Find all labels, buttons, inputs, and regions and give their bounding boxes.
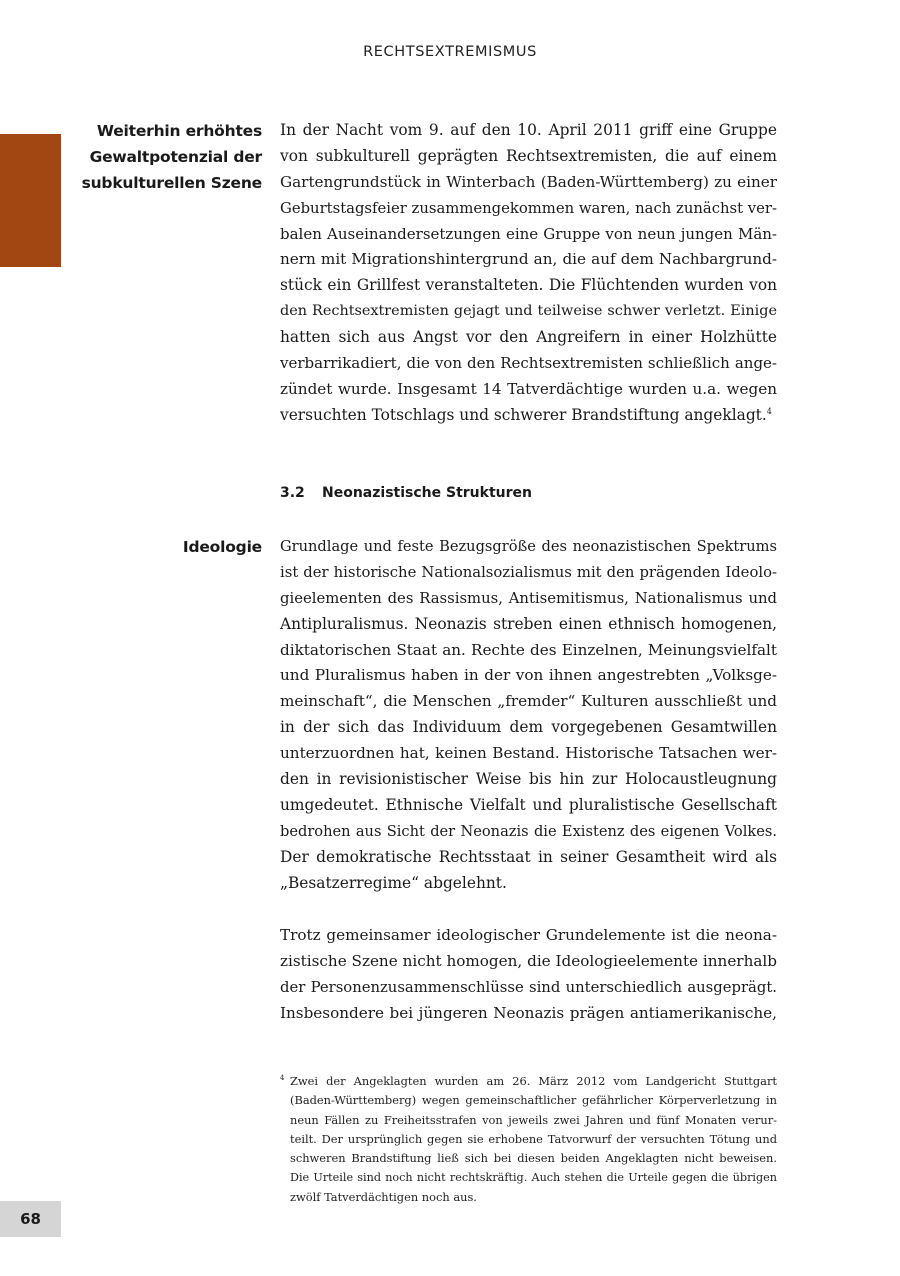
text-line: Trotz gemeinsamer ideologischer Grundelemente ist die neona- (280, 926, 777, 944)
text-line: und Pluralismus haben in der von ihnen angestrebten „Volksge- (280, 666, 777, 685)
text-line: gieelementen des Rassismus, Antisemitismus, Nationalismus und (280, 589, 777, 607)
footnote-mark: 4 (280, 1074, 285, 1082)
text-line: verbarrikadiert, die von den Rechtsextremisten schließlich ange- (280, 354, 777, 373)
text-line: von subkulturell geprägten Rechtsextremisten, die auf einem (280, 146, 777, 165)
marginal-heading-line: Ideologie (182, 538, 262, 556)
text-line (280, 403, 777, 429)
footnote-line: Zwei der Angeklagten wurden am 26. März 2012 vom Landgericht Stuttgart (290, 1074, 777, 1088)
footnote-line: schweren Brandstiftung ließ sich bei diesen beiden Angeklagten nicht beweisen. (290, 1151, 777, 1166)
page-number: 68 (20, 1210, 41, 1228)
text-line: Grundlage und feste Bezugsgröße des neonazistischen Spektrums (280, 538, 777, 555)
text-line: bedrohen aus Sicht der Neonazis die Existenz des eigenen Volkes. (280, 822, 777, 840)
text-line: balen Auseinandersetzungen eine Gruppe von neun jungen Män- (280, 224, 777, 243)
text-line: Insbesondere bei jüngeren Neonazis prägen antiamerikanische, (280, 1003, 777, 1022)
marginal-heading-line: subkulturellen Szene (81, 174, 262, 192)
text-line: den Rechtsextremisten gejagt und teilweise schwer verletzt. Einige (280, 303, 777, 320)
text-line-content: versuchten Totschlags und schwerer Brandstiftung angeklagt. (280, 405, 767, 424)
text-line: Antipluralismus. Neonazis streben einen ethnisch homogenen, (280, 614, 777, 633)
footnote-line: (Baden-Württemberg) wegen gemeinschaftlicher gefährlicher Körperverletzung in (290, 1093, 777, 1108)
marginal-heading-line: Gewaltpotenzial der (89, 148, 262, 166)
footnote-body (290, 1072, 777, 1207)
paragraph-winterbach (280, 118, 777, 429)
text-line: unterzuordnen hat, keinen Bestand. Historische Tatsachen wer- (280, 744, 777, 763)
footnote-line: neun Fällen zu Freiheitsstrafen von jeweils zwei Jahren und fünf Monaten verur- (290, 1112, 777, 1127)
text-line: der Personenzusammenschlüsse sind unterschiedlich ausgeprägt. (280, 978, 777, 996)
text-line: zündet wurde. Insgesamt 14 Tatverdächtige wurden u.a. wegen (280, 379, 777, 398)
text-line: ist der historische Nationalsozialismus mit den prägenden Ideolo- (280, 563, 777, 581)
text-line: den in revisionistischer Weise bis hin zur Holocaustleugnung (280, 770, 777, 789)
chapter-color-tab (0, 134, 61, 267)
running-head: RECHTSEXTREMISMUS (363, 44, 537, 60)
footnote-line: zwölf Tatverdächtigen noch aus. (290, 1189, 477, 1204)
text-line: in der sich das Individuum dem vorgegebenen Gesamtwillen (280, 718, 777, 737)
paragraph-ideology (280, 534, 777, 896)
page-number-box (0, 1201, 61, 1237)
text-line: Gartengrundstück in Winterbach (Baden-Württemberg) zu einer (280, 172, 777, 191)
marginal-heading-line: Weiterhin erhöhtes (96, 122, 262, 140)
footnote-line: Die Urteile sind noch nicht rechtskräftig. Auch stehen die Urteile gegen die übrigen (290, 1171, 777, 1185)
text-line: In der Nacht vom 9. auf den 10. April 2011 griff eine Gruppe (280, 121, 777, 139)
section-number: 3.2 (280, 485, 305, 501)
text-line: meinschaft“, die Menschen „fremder“ Kulturen ausschließt und (280, 692, 777, 711)
footnote-line: teilt. Der ursprünglich gegen sie erhobene Tatvorwurf der versuchten Tötung und (290, 1131, 777, 1146)
paragraph-heterogeneity (280, 923, 777, 1027)
text-line: stück ein Grillfest veranstalteten. Die Flüchtenden wurden von (280, 276, 777, 295)
section-title: Neonazistische Strukturen (322, 485, 532, 501)
section-heading (280, 485, 532, 501)
text-line: diktatorischen Staat an. Rechte des Einzelnen, Meinungsvielfalt (280, 640, 777, 659)
marginal-heading-violence (60, 118, 262, 196)
text-line: umgedeutet. Ethnische Vielfalt und pluralistische Gesellschaft (280, 795, 777, 814)
footnote-reference[interactable]: 4 (766, 406, 772, 416)
marginal-heading-ideology (60, 534, 262, 560)
text-line: nern mit Migrationshintergrund an, die auf dem Nachbargrund- (280, 250, 777, 269)
text-line: zistische Szene nicht homogen, die Ideologieelemente innerhalb (280, 951, 777, 970)
text-line: hatten sich aus Angst vor den Angreifern in einer Holzhütte (280, 328, 777, 347)
text-line: Der demokratische Rechtsstaat in seiner Gesamtheit wird als (280, 847, 777, 866)
footnote-4 (280, 1072, 777, 1207)
text-line: Geburtstagsfeier zusammengekommen waren, nach zunächst ver- (280, 199, 777, 217)
text-line: „Besatzerregime“ abgelehnt. (280, 873, 507, 892)
